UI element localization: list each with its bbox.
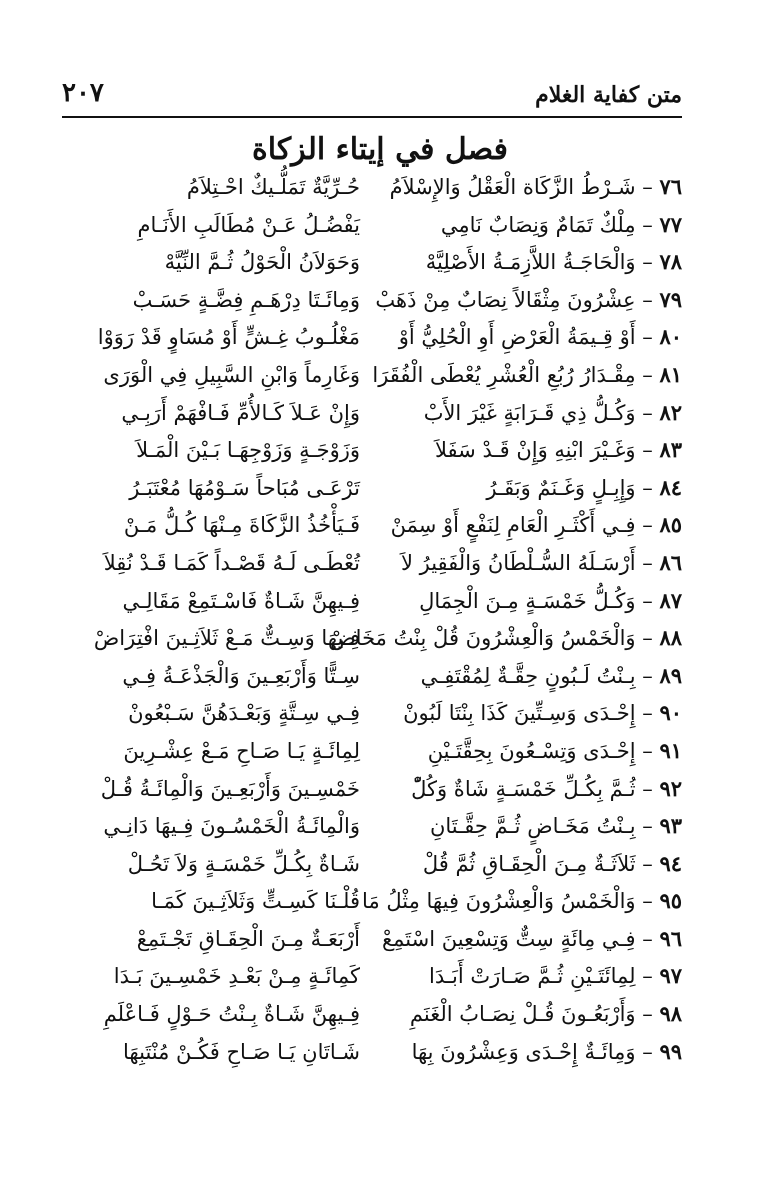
verse-first-hemistich <box>392 961 682 991</box>
verse-number: ٧٧ <box>659 211 682 237</box>
page-header <box>62 68 682 118</box>
verse-first-hemistich <box>392 435 682 465</box>
first-hemistich-text: فِـي أَكْثَـرِ الْعَامِ لِنَفْعٍ أَوْ سِمَنْ <box>390 513 636 538</box>
verse-number: ٨٤ <box>659 474 682 500</box>
verse-number: ٨١ <box>659 361 682 387</box>
verse-number: ٨٨ <box>659 625 682 651</box>
verse-line <box>70 506 682 544</box>
verse-number: ٩٢ <box>659 775 682 801</box>
verse-second-hemistich: فِـيهَا وَسِـتٌّ مَـعْ ثَلاَثِـينَ افْتِرَاضْ <box>93 626 360 651</box>
verse-second-hemistich: فَـيَأْخُذُ الزَّكَاةَ مِـنْهَا كُـلُّ مَـنْ <box>123 513 360 538</box>
verse-second-hemistich: سِـتًّا وَأَرْبَعِـينَ وَالْجَذْعَـةُ فِـي <box>122 663 360 688</box>
verse-line <box>70 394 682 432</box>
verse-dash: – <box>635 250 660 275</box>
verse-dash: – <box>635 1039 660 1064</box>
verse-first-hemistich <box>389 172 682 202</box>
verse-first-hemistich <box>392 999 682 1029</box>
verse-line <box>70 281 682 319</box>
first-hemistich-text: وَالْخَمْسُ وَالْعِشْرُونَ قُلْ بِنْتُ مَخَاضْ <box>330 626 636 651</box>
verse-second-hemistich: شَـاتَانِ يَـا صَـاحِ فَكُـنْ مُنْتَبِهَا <box>123 1039 360 1064</box>
verse-number: ٧٩ <box>659 286 682 312</box>
first-hemistich-text: مِلْكٌ تَمَامٌ وَنِصَابٌ نَامِي <box>440 212 636 237</box>
verse-first-hemistich <box>392 398 682 428</box>
first-hemistich-text: وَكُـلُّ ذِي قَـرَابَةٍ غَيْرَ الأَبْ <box>423 400 636 425</box>
first-hemistich-text: شَـرْطُ الزَّكَاة الْعَقْلُ وَالإِسْلاَمُ <box>389 175 636 199</box>
verse-line <box>70 431 682 469</box>
verse-dash: – <box>635 851 660 876</box>
verse-line <box>70 619 682 657</box>
first-hemistich-text: وَأَرْبَعُـونَ قُـلْ نِصَـابُ الْغَنَمِ <box>409 1002 636 1027</box>
verse-dash: – <box>635 964 660 989</box>
verse-number: ٨٧ <box>659 587 682 613</box>
verse-second-hemistich: يَفْضُـلُ عَـنْ مُطَالَبِ الأَنَـامِ <box>137 212 360 237</box>
verse-dash: – <box>635 513 660 538</box>
verse-dash: – <box>635 438 660 463</box>
verse-first-hemistich <box>392 774 682 804</box>
first-hemistich-text: إِحْـدَى وَسِـتِّينَ كَذَا بِنْتَا لَبُونْ <box>403 701 636 726</box>
first-hemistich-text: مِقْـدَارُ رُبُعِ الْعُشْرِ يُعْطَى الْفُقَرَا <box>372 362 636 387</box>
verse-second-hemistich: شَـاةٌ بِكُـلِّ خَمْسَـةٍ وَلاَ تَحُـلْ <box>127 851 360 876</box>
verse-number: ٨٩ <box>659 662 682 688</box>
verse-second-hemistich: قُلْـنَا كَسِـتٍّ وَثَلاَثِـينَ كَمَـا <box>151 889 360 914</box>
first-hemistich-text: إِحْـدَى وَتِسْـعُونَ بِحِقَّتَـيْنِ <box>427 738 636 763</box>
verse-line <box>70 469 682 507</box>
verse-dash: – <box>635 776 660 801</box>
verse-dash: – <box>635 362 660 387</box>
verse-line <box>70 318 682 356</box>
verse-number: ٩٨ <box>659 1001 682 1027</box>
verse-second-hemistich: وَزَوْجَـةٍ وَزَوْجِهَـا بَـيْنَ الْمَـلاَ <box>136 438 360 463</box>
verse-first-hemistich <box>392 1037 682 1067</box>
verse-first-hemistich <box>392 698 682 728</box>
verse-number: ٨٥ <box>659 512 682 538</box>
first-hemistich-text: بِـنْتُ لَـبُونٍ حِقَّـةٌ لِمُقْتَفِـي <box>420 663 636 688</box>
verse-number: ٨٠ <box>659 324 682 350</box>
verse-line <box>70 694 682 732</box>
verse-second-hemistich: تَرْعَـى مُبَاحاً سَـوْمُهَا مُعْتَبَـرُ <box>129 475 360 500</box>
verse-list <box>70 168 682 1070</box>
verse-dash: – <box>635 663 660 688</box>
first-hemistich-text: لِمِائَتَـيْنِ ثُـمَّ صَـارَتْ أَبَـدَا <box>429 964 636 989</box>
verse-first-hemistich <box>392 548 682 578</box>
verse-line <box>70 582 682 620</box>
verse-number: ٨٦ <box>659 549 682 575</box>
verse-line <box>70 544 682 582</box>
verse-number: ٩١ <box>659 737 682 763</box>
verse-number: ٧٦ <box>659 174 682 199</box>
verse-dash: – <box>635 1002 660 1027</box>
verse-first-hemistich <box>372 360 682 390</box>
verse-line <box>70 770 682 808</box>
verse-line <box>70 882 682 920</box>
verse-first-hemistich <box>392 736 682 766</box>
verse-dash: – <box>635 475 660 500</box>
verse-second-hemistich: حُـرِّيَّةٌ تَمَلُّـيكٌ احْـتِلاَمُ <box>186 175 360 199</box>
verse-second-hemistich: فِـيهِنَّ شَـاةٌ فَاسْـتَمِعْ مَقَالِـي <box>122 588 360 613</box>
verse-second-hemistich: فِـي سِـتَّةٍ وَبَعْـدَهُنَّ سَـبْعُونْ <box>128 701 360 726</box>
verse-number: ٩٦ <box>659 925 682 951</box>
verse-dash: – <box>635 287 660 312</box>
verse-line <box>70 957 682 995</box>
first-hemistich-text: أَوْ قِـيمَةُ الْعَرْضِ أَوِ الْحُلِيُّ أَوْ <box>398 325 636 350</box>
verse-number: ٩٥ <box>659 888 682 914</box>
verse-number: ٩٣ <box>659 813 682 839</box>
first-hemistich-text: وَغَـيْرَ ابْنِهِ وَإِنْ قَـدْ سَفَلاَ <box>435 438 636 463</box>
page-number: ٢٠٧ <box>62 78 104 108</box>
verse-first-hemistich <box>392 661 682 691</box>
verse-dash: – <box>635 701 660 726</box>
verse-second-hemistich: وَالْمِائَـةُ الْخَمْسُـونَ فِـيهَا دَانِـي <box>103 814 360 839</box>
verse-first-hemistich <box>392 811 682 841</box>
verse-first-hemistich <box>392 849 682 879</box>
verse-first-hemistich <box>375 285 682 315</box>
verse-dash: – <box>635 212 660 237</box>
verse-number: ٩٤ <box>659 850 682 876</box>
verse-second-hemistich: فِـيهِنَّ شَـاةٌ بِـنْتُ حَـوْلٍ فَـاعْلَمِ <box>103 1002 360 1027</box>
first-hemistich-text: فِـي مِائَةٍ سِتٌّ وَتِسْعِينَ اسْتَمِعْ <box>381 926 636 951</box>
verse-first-hemistich <box>392 210 682 240</box>
first-hemistich-text: ثَلاَثَـةٌ مِـنَ الْحِقَـاقِ ثُمَّ قُلْ <box>422 851 636 876</box>
verse-first-hemistich <box>381 924 682 954</box>
verse-number: ٩٠ <box>659 700 682 726</box>
verse-number: ٩٩ <box>659 1038 682 1064</box>
verse-dash: – <box>635 626 660 651</box>
verse-line <box>70 845 682 883</box>
verse-second-hemistich: كَمِائَـةٍ مِـنْ بَعْـدِ خَمْسِـينَ بَـدَا <box>113 964 360 989</box>
verse-dash: – <box>635 738 660 763</box>
verse-line <box>70 1033 682 1071</box>
verse-line <box>70 206 682 244</box>
verse-dash: – <box>635 400 660 425</box>
first-hemistich-text: ثُـمَّ بِكُـلِّ خَمْسَـةٍ شَاةٌ وَكُلّْ <box>411 776 636 801</box>
first-hemistich-text: وَكُـلُّ خَمْسَـةٍ مِـنَ الْجِمَالِ <box>419 588 636 613</box>
verse-second-hemistich: وَإِنْ عَـلاَ كَـالأُمِّ فَـافْهَمْ أَرَبِـي <box>121 400 360 425</box>
verse-dash: – <box>635 175 660 199</box>
book-title: متن كفاية الغلام <box>535 82 682 108</box>
verse-second-hemistich: لِمِائَـةٍ يَـا صَـاحِ مَـعْ عِشْـرِينَ <box>123 738 360 763</box>
section-title: فصل في إيتاء الزكاة <box>252 132 508 167</box>
verse-number: ٩٧ <box>659 963 682 989</box>
first-hemistich-text: عِشْرُونَ مِثْقَالاً نِصَابٌ مِنْ ذَهَبْ <box>375 287 636 312</box>
verse-first-hemistich <box>392 473 682 503</box>
first-hemistich-text: وَالْخَمْسُ وَالْعِشْرُونَ فِيهَا مِثْلُ مَا <box>362 889 636 914</box>
first-hemistich-text: وَالْحَاجَـةُ اللاَّزِمَـةُ الأَصْلِيَّهْ <box>425 250 636 275</box>
verse-second-hemistich: مَغْلُـوبُ غِـشٍّ أَوْ مُسَاوٍ قَدْ رَوَوْا <box>97 325 360 350</box>
first-hemistich-text: وَإِبِـلٍ وَغَـنَمٌ وَبَقَـرُ <box>486 475 636 500</box>
verse-number: ٨٣ <box>659 437 682 463</box>
verse-first-hemistich <box>392 586 682 616</box>
verse-second-hemistich: وَمِائَـتَا دِرْهَـمِ فِضَّـةٍ حَسَـبْ <box>132 287 360 312</box>
verse-line <box>70 356 682 394</box>
verse-dash: – <box>635 588 660 613</box>
verse-second-hemistich: وَحَوَلاَنُ الْحَوْلُ ثُـمَّ النِّيَّهْ <box>164 250 360 275</box>
verse-line <box>70 995 682 1033</box>
verse-line <box>70 732 682 770</box>
verse-number: ٨٢ <box>659 399 682 425</box>
first-hemistich-text: بِـنْتُ مَخَـاضٍ ثُـمَّ حِقَّـتَانِ <box>429 814 636 839</box>
verse-first-hemistich <box>392 322 682 352</box>
verse-dash: – <box>635 889 660 914</box>
verse-second-hemistich: خَمْسِـينَ وَأَرْبَعِـينَ وَالْمِائَـةُ قُـلْ <box>100 776 360 801</box>
verse-line <box>70 920 682 958</box>
verse-line <box>70 243 682 281</box>
verse-first-hemistich <box>330 623 682 653</box>
verse-dash: – <box>635 325 660 350</box>
verse-second-hemistich: أَرْبَعَـةٌ مِـنَ الْحِقَـاقِ تَجْـتَمِعْ <box>136 926 360 951</box>
first-hemistich-text: وَمِائَـةٌ إِحْـدَى وَعِشْرُونَ بِهَا <box>411 1039 636 1064</box>
verse-first-hemistich <box>392 510 682 540</box>
verse-first-hemistich <box>362 886 682 916</box>
verse-line <box>70 657 682 695</box>
verse-second-hemistich: تُعْطَـى لَـهُ قَصْـداً كَمَـا قَـدْ نُقِلاَ <box>103 550 360 575</box>
verse-line <box>70 168 682 206</box>
verse-dash: – <box>635 550 660 575</box>
verse-second-hemistich: وَغَارِماً وَابْنِ السَّبِيلِ فِي الْوَرَى <box>103 362 360 387</box>
verse-line <box>70 807 682 845</box>
verse-first-hemistich <box>392 247 682 277</box>
verse-number: ٧٨ <box>659 249 682 275</box>
verse-dash: – <box>635 814 660 839</box>
verse-dash: – <box>635 926 660 951</box>
first-hemistich-text: أَرْسَـلَهُ السُّـلْطَانُ وَالْفَقِيرُ لاَ <box>400 550 636 575</box>
